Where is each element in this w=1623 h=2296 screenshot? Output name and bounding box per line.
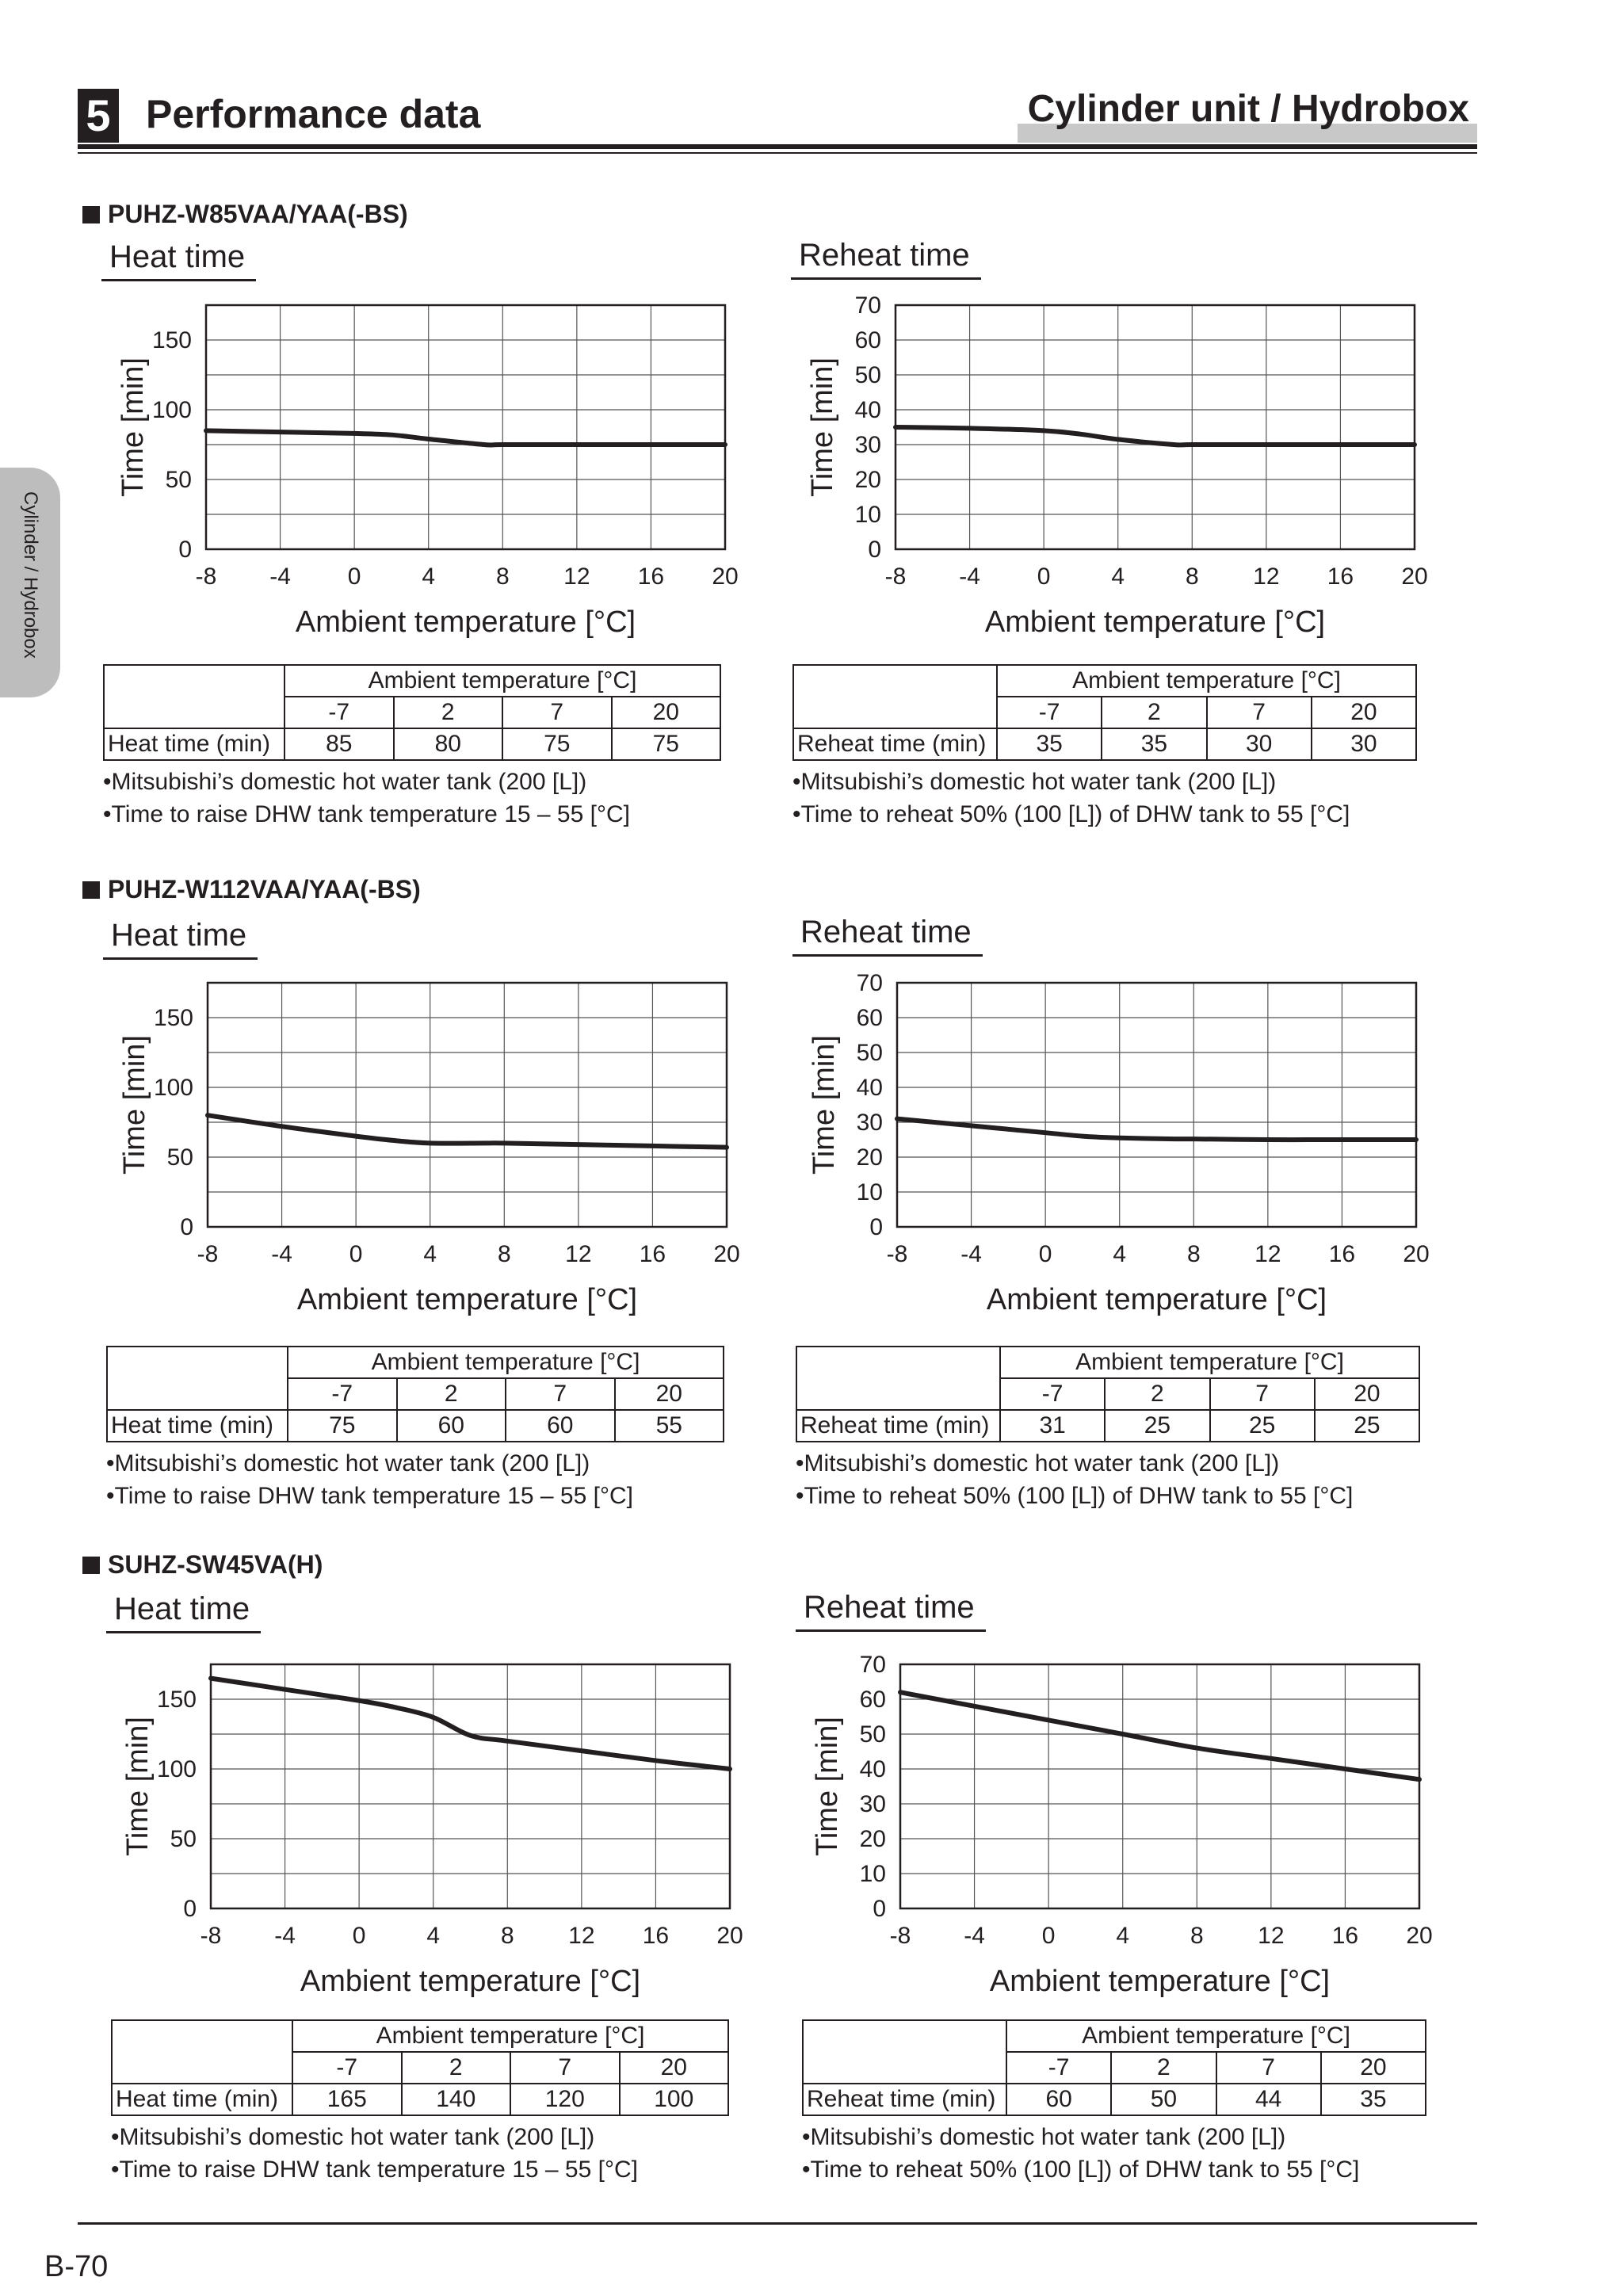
x-tick-label: 0 [1041, 1923, 1056, 1949]
series-line [900, 1692, 1419, 1779]
model-name: PUHZ-W112VAA/YAA(-BS) [108, 875, 421, 904]
x-tick-label: -4 [269, 563, 291, 590]
y-tick-label: 50 [166, 1144, 193, 1171]
table-header: Ambient temperature [°C] [1000, 1347, 1419, 1378]
note-line: •Time to reheat 50% (100 [L]) of DHW tank to 55 [°C] [792, 801, 1350, 827]
data-table-reheat [802, 2019, 1426, 2116]
value-cell: 44 [1216, 2084, 1321, 2115]
value-cell: 25 [1105, 1410, 1209, 1442]
x-tick-label: 0 [349, 1241, 363, 1267]
x-tick-label: -4 [960, 1241, 982, 1267]
y-tick-label: 150 [156, 1687, 197, 1713]
table-header: Ambient temperature [°C] [285, 665, 720, 697]
row-label: Heat time (min) [112, 2084, 292, 2115]
table-header: Ambient temperature [°C] [1006, 2020, 1426, 2052]
chart-title-heat: Heat time [101, 238, 256, 281]
x-tick-label: 12 [1254, 1241, 1281, 1267]
x-tick-label: 16 [642, 1923, 670, 1949]
x-tick-label: 16 [639, 1241, 666, 1267]
note-line: •Mitsubishi’s domestic hot water tank (200 [L]) [111, 2124, 595, 2150]
y-tick-label: 0 [180, 1214, 193, 1240]
plot-frame [208, 983, 727, 1227]
value-cell: 75 [502, 728, 612, 760]
y-tick-label: 50 [854, 362, 881, 388]
y-axis-label: Time [min] [121, 1717, 155, 1856]
chart-title-reheat: Reheat time [792, 913, 983, 957]
y-tick-label: 10 [859, 1861, 886, 1887]
model-heading [82, 1549, 323, 1580]
temp-cell: 20 [1315, 1378, 1419, 1410]
x-tick-label: 12 [563, 563, 590, 590]
y-tick-label: 40 [859, 1756, 886, 1782]
temp-cell: 2 [394, 697, 503, 728]
temp-cell: 7 [502, 697, 612, 728]
note-line: •Time to raise DHW tank temperature 15 – 55 [°C] [106, 1483, 633, 1509]
x-tick-label: 12 [1258, 1923, 1285, 1949]
x-tick-label: 16 [637, 563, 665, 590]
y-tick-label: 30 [859, 1791, 886, 1817]
note-line: •Time to reheat 50% (100 [L]) of DHW tank to 55 [°C] [802, 2157, 1360, 2183]
y-tick-label: 0 [178, 537, 192, 563]
x-tick-label: -8 [200, 1923, 222, 1949]
model-name: SUHZ-SW45VA(H) [108, 1550, 323, 1579]
x-tick-label: -8 [884, 563, 907, 590]
notes-heat [103, 766, 630, 831]
table-header: Ambient temperature [°C] [997, 665, 1416, 697]
section-number-badge: 5 [78, 89, 119, 143]
x-tick-label: 12 [568, 1923, 595, 1949]
y-tick-label: 60 [854, 327, 881, 353]
x-tick-label: 20 [1406, 1923, 1433, 1949]
x-tick-label: -8 [889, 1923, 911, 1949]
y-tick-label: 100 [153, 1075, 193, 1101]
x-tick-label: 16 [1328, 1241, 1356, 1267]
notes-heat [106, 1447, 633, 1512]
temp-cell: -7 [1006, 2052, 1111, 2084]
series-line [896, 427, 1415, 445]
row-label: Reheat time (min) [803, 2084, 1006, 2115]
y-axis-label: Time [min] [808, 1035, 841, 1175]
footer-rule [78, 2222, 1477, 2225]
chart-title-heat: Heat time [103, 916, 258, 960]
y-tick-label: 150 [151, 327, 192, 353]
value-cell: 25 [1210, 1410, 1315, 1442]
x-tick-label: -4 [274, 1923, 296, 1949]
model-heading [82, 198, 408, 230]
data-table-heat [106, 1346, 724, 1442]
chart-title-heat: Heat time [106, 1590, 261, 1633]
square-bullet-icon [82, 1557, 100, 1574]
x-tick-label: 20 [716, 1923, 743, 1949]
y-tick-label: 100 [151, 397, 192, 423]
plot-frame [211, 1664, 730, 1908]
temp-cell: 20 [615, 1378, 724, 1410]
y-tick-label: 50 [856, 1040, 883, 1066]
note-line: •Mitsubishi’s domestic hot water tank (200 [L]) [106, 1450, 590, 1477]
y-tick-label: 0 [869, 1214, 883, 1240]
note-line: •Mitsubishi’s domestic hot water tank (200 [L]) [103, 769, 587, 795]
header-rule-thick [78, 144, 1477, 149]
x-tick-label: 4 [422, 563, 436, 590]
y-tick-label: 50 [170, 1826, 197, 1852]
value-cell: 55 [615, 1410, 724, 1442]
side-tab-label: Cylinder / Hydrobox [20, 491, 41, 659]
page-number: B-70 [44, 2250, 109, 2283]
value-cell: 35 [1102, 728, 1206, 760]
y-tick-label: 50 [165, 467, 192, 493]
chart-title-reheat: Reheat time [791, 236, 981, 280]
chart-title-reheat: Reheat time [796, 1588, 986, 1632]
y-tick-label: 10 [856, 1179, 883, 1205]
x-tick-label: 12 [565, 1241, 592, 1267]
x-tick-label: 0 [1037, 563, 1051, 590]
y-tick-label: 30 [854, 432, 881, 458]
value-cell: 50 [1111, 2084, 1216, 2115]
temp-cell: 20 [1312, 697, 1416, 728]
x-tick-label: 8 [1186, 1241, 1201, 1267]
note-line: •Mitsubishi’s domestic hot water tank (200 [L]) [796, 1450, 1280, 1477]
value-cell: 30 [1312, 728, 1416, 760]
model-heading [82, 873, 421, 905]
table-corner [112, 2020, 292, 2084]
value-cell: 31 [1000, 1410, 1105, 1442]
chapter-title: Cylinder unit / Hydrobox [1027, 88, 1469, 130]
x-tick-label: 20 [713, 1241, 740, 1267]
temp-cell: 2 [402, 2052, 511, 2084]
note-line: •Time to raise DHW tank temperature 15 – 55 [°C] [103, 801, 630, 827]
row-label: Heat time (min) [107, 1410, 288, 1442]
x-tick-label: 4 [423, 1241, 437, 1267]
temp-cell: 20 [612, 697, 721, 728]
y-tick-label: 0 [183, 1896, 197, 1922]
temp-cell: -7 [292, 2052, 402, 2084]
plot-frame [206, 305, 725, 549]
temp-cell: 7 [1207, 697, 1312, 728]
note-line: •Time to reheat 50% (100 [L]) of DHW tank to 55 [°C] [796, 1483, 1354, 1509]
x-axis-label: Ambient temperature [°C] [984, 606, 1326, 639]
x-tick-label: 0 [1038, 1241, 1052, 1267]
y-tick-label: 70 [856, 970, 883, 996]
temp-cell: 2 [397, 1378, 506, 1410]
table-corner [796, 1347, 1000, 1410]
value-cell: 100 [620, 2084, 729, 2115]
side-tab [0, 468, 60, 697]
row-label: Reheat time (min) [793, 728, 997, 760]
table-header: Ambient temperature [°C] [292, 2020, 728, 2052]
temp-cell: 7 [1210, 1378, 1315, 1410]
row-label: Reheat time (min) [796, 1410, 1000, 1442]
table-corner [803, 2020, 1006, 2084]
x-axis-label: Ambient temperature [°C] [300, 1965, 641, 1998]
value-cell: 140 [402, 2084, 511, 2115]
temp-cell: -7 [997, 697, 1102, 728]
value-cell: 75 [612, 728, 721, 760]
x-tick-label: -4 [959, 563, 980, 590]
section-title: Performance data [146, 92, 481, 136]
y-axis-label: Time [min] [806, 357, 839, 497]
x-tick-label: 8 [495, 563, 510, 590]
y-tick-label: 30 [856, 1110, 883, 1136]
x-tick-label: 8 [1185, 563, 1199, 590]
data-table-reheat [792, 664, 1417, 761]
value-cell: 35 [997, 728, 1102, 760]
value-cell: 30 [1207, 728, 1312, 760]
x-tick-label: 4 [1113, 1241, 1127, 1267]
temp-cell: 2 [1111, 2052, 1216, 2084]
x-axis-label: Ambient temperature [°C] [989, 1965, 1331, 1998]
header-rule-thin [78, 152, 1477, 154]
y-tick-label: 20 [859, 1826, 886, 1852]
x-tick-label: 16 [1331, 1923, 1359, 1949]
temp-cell: -7 [285, 697, 394, 728]
x-tick-label: 8 [497, 1241, 511, 1267]
y-axis-label: Time [min] [811, 1717, 844, 1856]
value-cell: 60 [397, 1410, 506, 1442]
y-tick-label: 60 [859, 1687, 886, 1713]
y-tick-label: 60 [856, 1005, 883, 1031]
x-tick-label: -4 [964, 1923, 985, 1949]
chart-reheat-w85 [785, 285, 1450, 650]
x-tick-label: 8 [1190, 1923, 1204, 1949]
temp-cell: 7 [510, 2052, 620, 2084]
x-axis-label: Ambient temperature [°C] [295, 606, 636, 639]
table-corner [793, 665, 997, 728]
x-tick-label: 4 [426, 1923, 441, 1949]
y-tick-label: 0 [873, 1896, 886, 1922]
x-tick-label: 4 [1111, 563, 1125, 590]
plot-frame [897, 983, 1416, 1227]
chart-reheat-sw45 [789, 1645, 1455, 2009]
x-tick-label: 0 [352, 1923, 366, 1949]
x-tick-label: 8 [500, 1923, 514, 1949]
table-corner [107, 1347, 288, 1410]
y-axis-label: Time [min] [116, 357, 150, 497]
y-tick-label: 40 [856, 1075, 883, 1101]
value-cell: 75 [288, 1410, 397, 1442]
temp-cell: 7 [506, 1378, 615, 1410]
chart-heat-w112 [97, 963, 762, 1328]
value-cell: 120 [510, 2084, 620, 2115]
x-tick-label: 20 [1401, 563, 1428, 590]
plot-frame [900, 1664, 1419, 1908]
table-corner [104, 665, 285, 728]
model-name: PUHZ-W85VAA/YAA(-BS) [108, 200, 408, 228]
x-tick-label: -4 [271, 1241, 292, 1267]
value-cell: 25 [1315, 1410, 1419, 1442]
y-tick-label: 100 [156, 1756, 197, 1782]
x-tick-label: -8 [195, 563, 217, 590]
y-tick-label: 40 [854, 397, 881, 423]
value-cell: 85 [285, 728, 394, 760]
data-table-heat [103, 664, 721, 761]
notes-reheat [796, 1447, 1353, 1512]
x-axis-label: Ambient temperature [°C] [986, 1283, 1327, 1316]
y-tick-label: 20 [854, 467, 881, 493]
temp-cell: 2 [1105, 1378, 1209, 1410]
y-tick-label: 20 [856, 1144, 883, 1171]
y-tick-label: 150 [153, 1005, 193, 1031]
value-cell: 35 [1321, 2084, 1426, 2115]
page-header [78, 82, 1477, 159]
temp-cell: 20 [620, 2052, 729, 2084]
x-axis-label: Ambient temperature [°C] [296, 1283, 638, 1316]
x-tick-label: 0 [347, 563, 361, 590]
value-cell: 165 [292, 2084, 402, 2115]
temp-cell: 20 [1321, 2052, 1426, 2084]
y-tick-label: 10 [854, 502, 881, 528]
data-table-reheat [796, 1346, 1420, 1442]
value-cell: 60 [506, 1410, 615, 1442]
note-line: •Time to raise DHW tank temperature 15 – 55 [°C] [111, 2157, 638, 2183]
series-line [211, 1679, 730, 1769]
square-bullet-icon [82, 881, 100, 899]
chart-heat-sw45 [100, 1645, 766, 2009]
value-cell: 80 [394, 728, 503, 760]
x-tick-label: 20 [712, 563, 739, 590]
temp-cell: -7 [1000, 1378, 1105, 1410]
y-tick-label: 70 [859, 1652, 886, 1678]
x-tick-label: 12 [1253, 563, 1280, 590]
y-tick-label: 70 [854, 292, 881, 319]
table-header: Ambient temperature [°C] [288, 1347, 724, 1378]
notes-reheat [802, 2121, 1359, 2186]
chart-reheat-w112 [786, 963, 1452, 1328]
series-line [206, 430, 725, 445]
x-tick-label: 20 [1403, 1241, 1430, 1267]
x-tick-label: 4 [1116, 1923, 1130, 1949]
note-line: •Mitsubishi’s domestic hot water tank (200 [L]) [792, 769, 1277, 795]
notes-heat [111, 2121, 638, 2186]
x-tick-label: 16 [1327, 563, 1354, 590]
chart-heat-w85 [95, 285, 761, 650]
temp-cell: 2 [1102, 697, 1206, 728]
series-line [208, 1115, 727, 1147]
x-tick-label: -8 [886, 1241, 908, 1267]
y-tick-label: 0 [868, 537, 881, 563]
row-label: Heat time (min) [104, 728, 285, 760]
note-line: •Mitsubishi’s domestic hot water tank (200 [L]) [802, 2124, 1286, 2150]
notes-reheat [792, 766, 1350, 831]
temp-cell: 7 [1216, 2052, 1321, 2084]
x-tick-label: -8 [197, 1241, 219, 1267]
data-table-heat [111, 2019, 729, 2116]
y-axis-label: Time [min] [118, 1035, 151, 1175]
square-bullet-icon [82, 206, 100, 223]
temp-cell: -7 [288, 1378, 397, 1410]
value-cell: 60 [1006, 2084, 1111, 2115]
y-tick-label: 50 [859, 1721, 886, 1748]
